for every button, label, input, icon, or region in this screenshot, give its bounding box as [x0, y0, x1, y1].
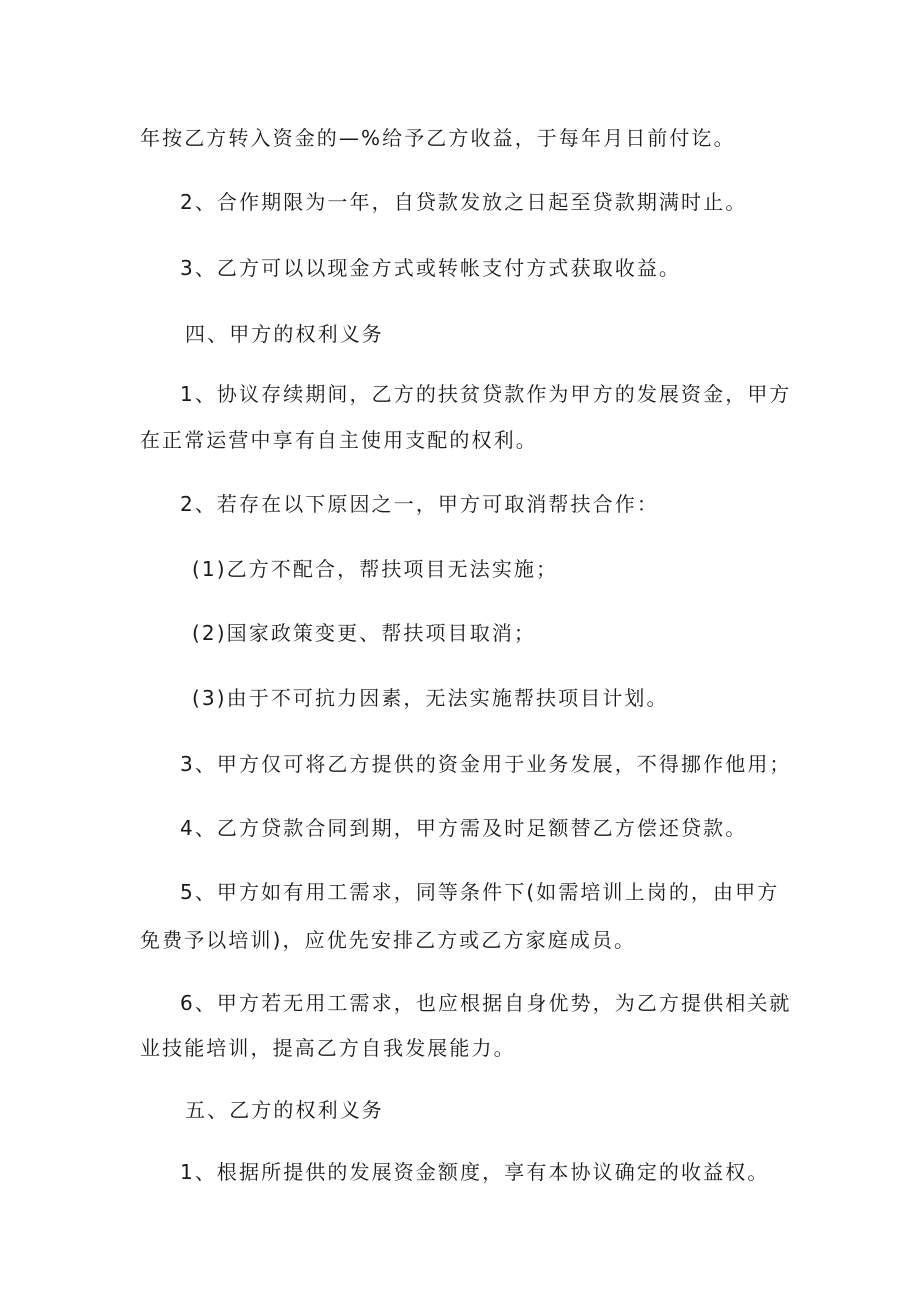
- clause-1-income-right: 1、根据所提供的发展资金额度，享有本协议确定的收益权。: [180, 1160, 770, 1184]
- clause-1-line-2: 在正常运营中享有自主使用支配的权利。: [140, 428, 538, 452]
- paragraph-line: 年按乙方转入资金的—%给予乙方收益，于每年月日前付讫。: [140, 126, 736, 150]
- clause-5-line-1: 5、甲方如有用工需求，同等条件下(如需培训上岗的，由甲方: [180, 880, 780, 904]
- clause-6-line-1: 6、甲方若无用工需求，也应根据自身优势，为乙方提供相关就: [180, 991, 792, 1015]
- clause-2-cancellation: 2、若存在以下原因之一，甲方可取消帮扶合作：: [180, 492, 659, 516]
- clause-3-fund-usage: 3、甲方仅可将乙方提供的资金用于业务发展，不得挪作他用；: [180, 752, 792, 776]
- clause-1-line-1: 1、协议存续期间，乙方的扶贫贷款作为甲方的发展资金，甲方: [180, 382, 792, 406]
- sub-item-2: (2)国家政策变更、帮扶项目取消；: [192, 621, 537, 645]
- clause-5-line-2: 免费予以培训)，应优先安排乙方或乙方家庭成员。: [140, 928, 637, 952]
- section-heading-party-a-rights: 四、甲方的权利义务: [185, 322, 384, 346]
- sub-item-1: (1)乙方不配合，帮扶项目无法实施；: [192, 557, 559, 581]
- sub-item-3: (3)由于不可抗力因素，无法实施帮扶项目计划。: [192, 686, 669, 710]
- section-heading-party-b-rights: 五、乙方的权利义务: [185, 1098, 384, 1122]
- clause-3-payment-method: 3、乙方可以以现金方式或转帐支付方式获取收益。: [180, 256, 682, 280]
- clause-2-cooperation-term: 2、合作期限为一年，自贷款发放之日起至贷款期满时止。: [180, 190, 748, 214]
- clause-4-loan-repayment: 4、乙方贷款合同到期，甲方需及时足额替乙方偿还贷款。: [180, 816, 748, 840]
- clause-6-line-2: 业技能培训，提高乙方自我发展能力。: [140, 1036, 516, 1060]
